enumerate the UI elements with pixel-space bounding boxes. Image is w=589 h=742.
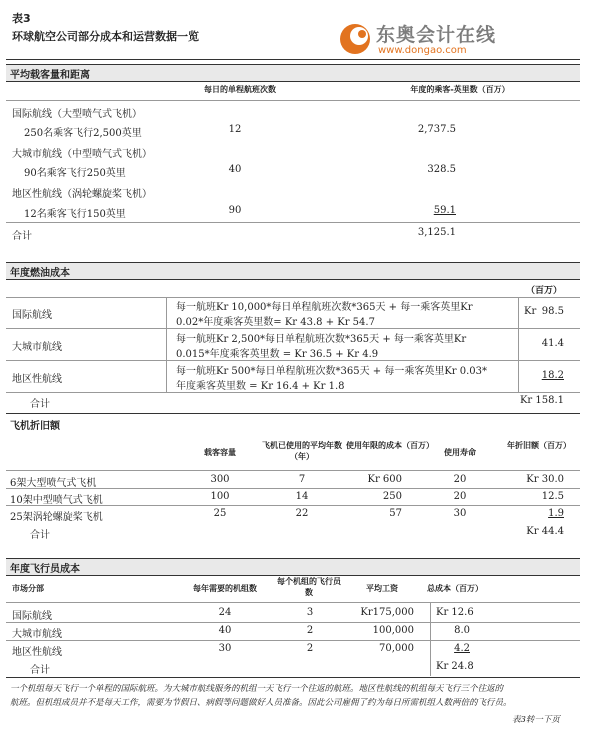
cell-age: 7	[298, 474, 306, 485]
divider	[6, 222, 580, 223]
divider	[6, 328, 580, 329]
unit-label: （百万）	[526, 286, 563, 296]
section-header-pilots	[6, 558, 580, 576]
logo-url: www.dongao.com	[378, 45, 467, 56]
cell-value: 98.5	[541, 306, 564, 317]
cell-flights: 12	[228, 124, 242, 135]
row-sublabel: 12名乘客飞行150英里	[24, 209, 126, 220]
section-title: 平均载客量和距离	[10, 70, 90, 81]
total-label: 合计	[30, 530, 50, 541]
cell-pilots: 2	[306, 625, 314, 636]
total-label: 合计	[30, 665, 50, 676]
logo	[338, 18, 578, 62]
divider	[6, 470, 580, 471]
cell-salary: 100,000	[372, 625, 414, 636]
cell-miles: 59.1	[433, 205, 456, 216]
divider	[6, 505, 580, 506]
divider	[430, 602, 431, 676]
cell-age: 22	[295, 508, 309, 519]
formula-line: 年度乘客英里数 = Kr 16.4 + Kr 1.8	[176, 381, 345, 392]
cell-salary: 70,000	[379, 643, 414, 654]
logo-emblem-icon	[338, 22, 372, 56]
row-label: 地区性航线	[12, 374, 62, 385]
cell-age: 14	[295, 491, 309, 502]
cell-depreciation: Kr 30.0	[526, 474, 564, 485]
row-label: 地区性航线（涡轮螺旋桨飞机）	[12, 189, 152, 200]
divider	[518, 297, 519, 392]
table-number: 表3	[12, 12, 31, 25]
row-label: 国际航线（大型喷气式飞机）	[12, 109, 142, 120]
row-label: 大城市航线	[12, 342, 62, 353]
row-label: 6架大型喷气式飞机	[10, 478, 97, 489]
divider	[6, 360, 580, 361]
divider	[166, 297, 167, 392]
cell-life: 20	[453, 474, 467, 485]
cell-pilots: 3	[306, 607, 314, 618]
divider	[6, 413, 580, 414]
section-header-load	[6, 64, 580, 82]
footnote-line: 航班。但机组成员并不是每天工作，需要为节假日、病假等问题做好人员准备。因此公司雇佣了约为每日所需机组人数两倍的飞行员。	[10, 698, 512, 708]
divider	[6, 100, 580, 101]
row-label: 25架涡轮螺旋桨飞机	[10, 512, 103, 523]
cell-total: 4.2	[454, 643, 470, 654]
divider	[6, 392, 580, 393]
cell-miles: 2,737.5	[417, 124, 456, 135]
cell-crews: 40	[218, 625, 232, 636]
cell-total: Kr 12.6	[436, 607, 474, 618]
section-header-fuel	[6, 262, 580, 280]
formula-line: 0.015*年度乘客英里数 = Kr 36.5 + Kr 4.9	[176, 349, 379, 360]
col-header-crews: 每年需要的机组数	[193, 584, 257, 593]
cell-crews: 24	[218, 607, 232, 618]
col-header-depreciation: 年折旧额（百万）	[507, 441, 571, 450]
cell-total: 8.0	[454, 625, 470, 636]
total-value: Kr 158.1	[519, 395, 564, 406]
col-header-cost: 使用年限的成本（百万）	[346, 441, 434, 450]
cell-value: 18.2	[541, 370, 564, 381]
col-header-daily-flights: 每日的单程航班次数	[204, 85, 276, 94]
cell-capacity: 300	[210, 474, 230, 485]
cell-capacity: 100	[210, 491, 230, 502]
col-header-life: 使用寿命	[444, 448, 476, 457]
section-title-depreciation: 飞机折旧额	[10, 421, 60, 432]
cell-cost: 57	[389, 508, 402, 519]
cell-crews: 30	[218, 643, 232, 654]
footnote-line: 一个机组每天飞行一个单程的国际航班。为大城市航线服务的机组一天飞行一个往返的航班。地区性航线的机组每天飞行三个往返的	[10, 684, 504, 694]
row-label: 地区性航线	[12, 647, 62, 658]
section-title: 年度燃油成本	[10, 268, 70, 279]
divider	[6, 677, 580, 678]
total-label: 合计	[12, 231, 32, 242]
cell-flights: 90	[228, 205, 242, 216]
col-header-avg-age: 飞机已使用的平均年数（年）	[262, 441, 342, 461]
divider	[6, 640, 580, 641]
row-sublabel: 90名乘客飞行250英里	[24, 168, 126, 179]
cell-cost: Kr 600	[367, 474, 402, 485]
currency: Kr	[524, 306, 537, 317]
col-header-salary: 平均工资	[366, 584, 398, 593]
cell-flights: 40	[228, 164, 242, 175]
section-title: 年度飞行员成本	[10, 564, 80, 575]
col-header-pilots-per-crew: 每个机组的飞行员数	[277, 577, 341, 597]
formula-line: 每一航班Kr 500*每日单程航班次数*365天 + 每一乘客英里Kr 0.03*	[176, 366, 488, 377]
cell-cost: 250	[382, 491, 402, 502]
divider	[6, 488, 580, 489]
page-title: 环球航空公司部分成本和运营数据一览	[12, 30, 199, 43]
cell-capacity: 25	[213, 508, 227, 519]
cell-value: 41.4	[541, 338, 564, 349]
cell-life: 30	[453, 508, 467, 519]
cell-salary: Kr175,000	[360, 607, 414, 618]
formula-line: 0.02*年度乘客英里数= Kr 43.8 + Kr 54.7	[176, 317, 375, 328]
formula-line: 每一航班Kr 2,500*每日单程航班次数*365天 + 每一乘客英里Kr	[176, 334, 467, 345]
col-header-segment: 市场分部	[12, 584, 44, 593]
continued-note: 表3转一下页	[512, 715, 560, 725]
row-label: 国际航线	[12, 310, 52, 321]
cell-miles: 328.5	[427, 164, 456, 175]
logo-text: 东奥会计在线	[376, 24, 497, 46]
row-label: 10架中型喷气式飞机	[10, 495, 103, 506]
header-rule	[6, 59, 580, 60]
formula-line: 每一航班Kr 10,000*每日单程航班次数*365天 + 每一乘客英里Kr	[176, 302, 473, 313]
cell-life: 20	[453, 491, 467, 502]
total-value: 3,125.1	[417, 227, 456, 238]
row-label: 大城市航线	[12, 629, 62, 640]
total-label: 合计	[30, 399, 50, 410]
cell-depreciation: 1.9	[548, 508, 564, 519]
divider	[6, 622, 580, 623]
col-header-total-cost: 总成本（百万）	[427, 584, 483, 593]
cell-pilots: 2	[306, 643, 314, 654]
row-label: 大城市航线（中型喷气式飞机）	[12, 149, 152, 160]
row-sublabel: 250名乘客飞行2,500英里	[24, 128, 142, 139]
total-value: Kr 24.8	[436, 661, 474, 672]
cell-depreciation: 12.5	[541, 491, 564, 502]
col-header-passenger-miles: 年度的乘客-英里数（百万）	[410, 85, 510, 94]
row-label: 国际航线	[12, 611, 52, 622]
total-value: Kr 44.4	[526, 526, 564, 537]
col-header-capacity: 载客容量	[204, 448, 236, 457]
divider	[6, 602, 580, 603]
